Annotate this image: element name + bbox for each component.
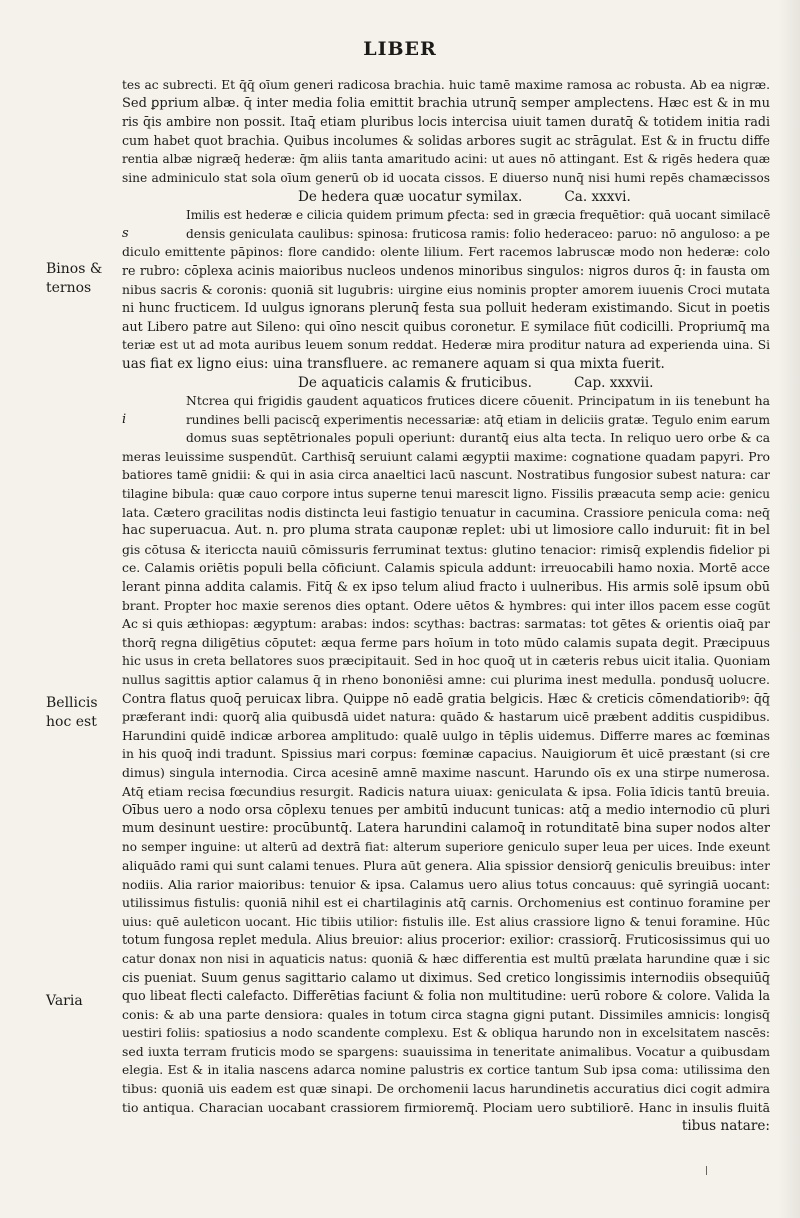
chapter-number: Ca. xxxvi. — [564, 188, 631, 205]
text-line: brant. Propter hoc maxie serenos dies optant. Odere uētos & hymbres: qui inter illos pacem esse cogūt — [122, 598, 770, 613]
text-line: hic usus in creta bellatores suos præcipitauit. Sed in hoc quoq̄ ut in cæteris rebus uicit italia. Quoniam — [122, 653, 770, 669]
guide-letter: i — [122, 411, 127, 427]
text-line: lerant pinna addita calamis. Fitq̄ & ex ipso telum aliud fracto i uulneribus. His armis solē ipsum obū — [122, 579, 770, 595]
text-line-content: rundines belli paciscq̄ experimentis necessariæ: atq̄ etiam in deliciis gratæ. Tegulo enim earum — [186, 412, 770, 427]
text-line: elegia. Est & in italia nascens adarca nomine palustris ex cortice tantum Sub ipsa coma: utilissima den — [122, 1063, 770, 1078]
text-line: aliquādo rami qui sunt calami tenues. Plura aūt genera. Alia spissior densiorq̄ geniculis breuibus: inter — [122, 857, 770, 873]
text-line: ris q̄is ambire non possit. Itaq̄ etiam pluribus locis intercisa uiuit tamen duratq̄ & totidem initia radi — [122, 114, 770, 130]
text-line: quo libeat flecti calefacto. Differētias faciunt & folia non multitudine: uerū robore & colore. Valida la — [122, 988, 770, 1004]
margin-note-varia — [46, 992, 116, 1011]
chapter-number: Cap. xxxvii. — [573, 374, 654, 391]
text-line: mum desinunt uestire: procūbuntq̄. Latera harundini calamoq̄ in rotunditatē bina super nodos alter — [122, 820, 770, 836]
text-line: domus suas septētrionales populi operiunt: durantq̄ eius alta tecta. In reliquo uero orbe & ca — [186, 431, 770, 446]
text-line: batiores tamē gnidii: & qui in asia circa anaeltici lacū nascunt. Nostratibus fungosior subest natura: car — [122, 468, 770, 483]
text-line: meras leuissime suspendūt. Carthisq̄ seruiunt calami ægyptii maxime: cognatione quadam papyri. Pro — [122, 448, 770, 464]
margin-note-binos — [46, 260, 116, 298]
text-line: no semper inguine: ut alterū ad dextrā fiat: alterum superiore geniculo super leua per uices. Inde exeunt — [122, 840, 770, 855]
guide-letter: s — [122, 225, 129, 241]
text-line: uas fiat ex ligno eius: uina transfluere. ac remanere aquam si qua mixta fuerit. — [122, 355, 665, 372]
text-line: ce. Calamis oriētis populi bella cōficiunt. Calamis spicula addunt: irreuocabili hamo noxia. Mortē acce — [122, 560, 770, 576]
text-line: præferant indi: quorq̄ alia quibusdā uidet natura: quādo & hastarum uicē præbent additis cuspidibus. — [122, 709, 770, 725]
text-line: tes ac subrecti. Et q̄q̄ oīum generi radicosa brachia. huic tamē maxime ramosa ac robusta. Ab ea nigræ. — [122, 78, 770, 92]
text-line: uestiri foliis: spatiosius a nodo scandente complexu. Est & obliqua harundo non in excelsitatem nascēs: — [122, 1026, 770, 1041]
running-header: LIBER — [363, 38, 437, 60]
text-line: thorq̄ regna diligētius cōputet: æqua ferme pars hoīum in toto mūdo calamis supata degit. Præcipuus — [122, 634, 770, 650]
chapter-title: De hedera quæ uocatur symilax. — [298, 188, 523, 205]
text-line: tibus: quoniā uis eadem est quæ sinapi. De orchomenii lacus harundinetis accuratius dici cogit admira — [122, 1081, 770, 1097]
text-line: sed iuxta terram fruticis modo se spargens: suauissima in teneritate animalibus. Vocatur a quibusdam — [122, 1043, 770, 1059]
text-line: Imilis est hederæ e cilicia quidem primum ꝑfecta: sed in græcia frequētior: quā uocant similacē — [186, 208, 770, 223]
ink-mark — [706, 1166, 707, 1175]
text-line: Ntcrea qui frigidis gaudent aquaticos frutices dicere cōuenit. Principatum in iis tenebunt ha — [186, 393, 770, 409]
text-line: Sed ꝑprium albæ. q̄ inter media folia emittit brachia utrunq̄ semper amplectens. Hæc est & in mu — [122, 95, 770, 111]
text-line: in his quoq̄ indi tradunt. Spissius mari corpus: fœminæ capacius. Nauigiorum ēt uicē præstant (si cre — [122, 746, 770, 762]
text-line: Contra flatus quoq̄ peruicax libra. Quippe nō eadē gratia belgicis. Hæc & creticis cōmendatioribꝰ: q̄q̄ — [122, 690, 770, 706]
catchword-line: tibus natare: — [681, 1118, 770, 1135]
text-line: utilissimus fistulis: quoniā nihil est ei chartilaginis atq̄ carnis. Orchomenius est continuo foramine per — [122, 895, 770, 911]
text-line: Harundini quidē indicæ arborea amplitudo: qualē uulgo in tēplis uidemus. Differre mares ac fœminas — [122, 727, 770, 743]
text-line: nodiis. Alia rarior maioribus: tenuior & ipsa. Calamus uero alius totus concauus: quē syringiā uocant: — [122, 876, 770, 892]
text-line: Atq̄ etiam recisa fœcundius resurgit. Radicis natura uiuax: geniculata & ipsa. Folia īdicis tantū breuia. — [122, 783, 770, 799]
text-line: dimus) singula internodia. Circa acesinē amnē maxime nascunt. Harundo oīs ex una stirpe numerosa. — [122, 764, 770, 780]
chapter-heading — [122, 374, 770, 393]
text-line: Ac si quis æthiopas: ægyptum: arabas: indos: scythas: bactras: sarmatas: tot gētes & orientis oiaq̄ par — [122, 616, 770, 632]
text-line: cis pueniat. Suum genus sagittario calamo ut diximus. Sed cretico longissimis internodiis obsequiūq̄ — [122, 969, 770, 985]
margin-note-line: Bellicis — [46, 695, 98, 711]
text-line: totum fungosa replet medula. Alius breuior: alius procerior: exilior: crassiorq̄. Fruticosissimus qui uo — [122, 932, 770, 948]
margin-note-line: Varia — [46, 993, 83, 1009]
text-column — [122, 76, 770, 1136]
text-line: diculo emittente pāpinos: flore candido: olente lilium. Fert racemos labruscæ modo non hederæ: colo — [122, 244, 770, 260]
text-line: ni hunc fructicem. Id uulgus ignorans plerunq̄ festa sua polluit hederam existimando. Sicut in poetis — [122, 300, 770, 316]
text-line: tilagine bibula: quæ cauo corpore intus superne tenui marescit ligno. Fissilis præacuta semp acie: genicu — [122, 487, 770, 502]
text-line: catur donax non nisi in aquaticis natus: quoniā & hæc differentia est multū prælata harundine quæ i sic — [122, 951, 770, 966]
text-line — [122, 225, 770, 244]
text-line: teriæ est ut ad mota auribus leuem sonum reddat. Hederæ mira proditur natura ad experienda uina. Si — [122, 338, 770, 353]
text-line: aut Libero patre aut Sileno: qui oīno nescit quibus coronetur. E symilace fiūt codicilli. Propriumq̄ ma — [122, 318, 770, 334]
margin-note-line: ternos — [46, 280, 92, 296]
text-line-content: densis geniculata caulibus: spinosa: fruticosa ramis: folio hederaceo: paruo: nō anguloso: a pe — [186, 226, 770, 241]
text-line: nibus sacris & coronis: quoniā sit lugubris: uirgine eius nominis propter amorem iuuenis Croci mutata — [122, 281, 770, 297]
text-line: rentia albæ nigræq̄ hederæ: q̄m aliis tanta amaritudo acini: ut aues nō attingant. Est & rigēs hedera quæ — [122, 152, 770, 167]
text-line: tio antiqua. Characian uocabant crassiorem firmioremq̄. Plociam uero subtiliorē. Hanc in insulis fluitā — [122, 1099, 770, 1115]
text-line: uius: quē auleticon uocant. Hic tibiis utilior: fistulis ille. Est alius crassiore ligno & tenui foramine. Hūc — [122, 914, 770, 929]
margin-note-bellicis — [46, 694, 116, 732]
text-line: re rubro: cōplexa acinis maioribus nucleos undenos minoribus singulos: nigros duros q̄: in fausta om — [122, 262, 770, 278]
margin-note-line: Binos & — [46, 261, 103, 277]
chapter-heading — [122, 188, 770, 207]
text-line: conis: & ab una parte densiora: quales in totum circa stagna gigni putant. Dissimiles amnicis: longisq̄ — [122, 1006, 770, 1022]
text-line: sine adminiculo stat sola oīum generū ob id uocata cissos. E diuerso nunq̄ nisi humi repēs chamæcissos — [122, 170, 770, 185]
chapter-title: De aquaticis calamis & fruticibus. — [298, 374, 532, 391]
text-line: lata. Cætero gracilitas nodis distincta leui fastigio tenuatur in cacumina. Crassiore penicula coma: neq̄ — [122, 504, 770, 520]
text-line: Oībus uero a nodo orsa cōplexu tenues per ambitū inducunt tunicas: atq̄ a medio internodio cū pluri — [122, 802, 770, 818]
text-line: gis cōtusa & itericcta nauiū cōmissuris ferruminat textus: glutino tenacior: rimisq̄ explendis fidelior pi — [122, 541, 770, 557]
text-line — [122, 411, 770, 430]
text-line: hac superuacua. Aut. n. pro pluma strata cauponæ replet: ubi ut limosiore callo induruit: fit in bel — [122, 523, 770, 539]
margin-note-line: hoc est — [46, 714, 97, 730]
text-line: cum habet quot brachia. Quibus incolumes & solidas arbores sugit ac strāgulat. Est & in fructu diffe — [122, 132, 770, 148]
text-line: nullus sagittis aptior calamus q̄ in rheno bononiēsi amne: cui plurima inest medulla. pondusq̄ uolucre. — [122, 672, 770, 687]
